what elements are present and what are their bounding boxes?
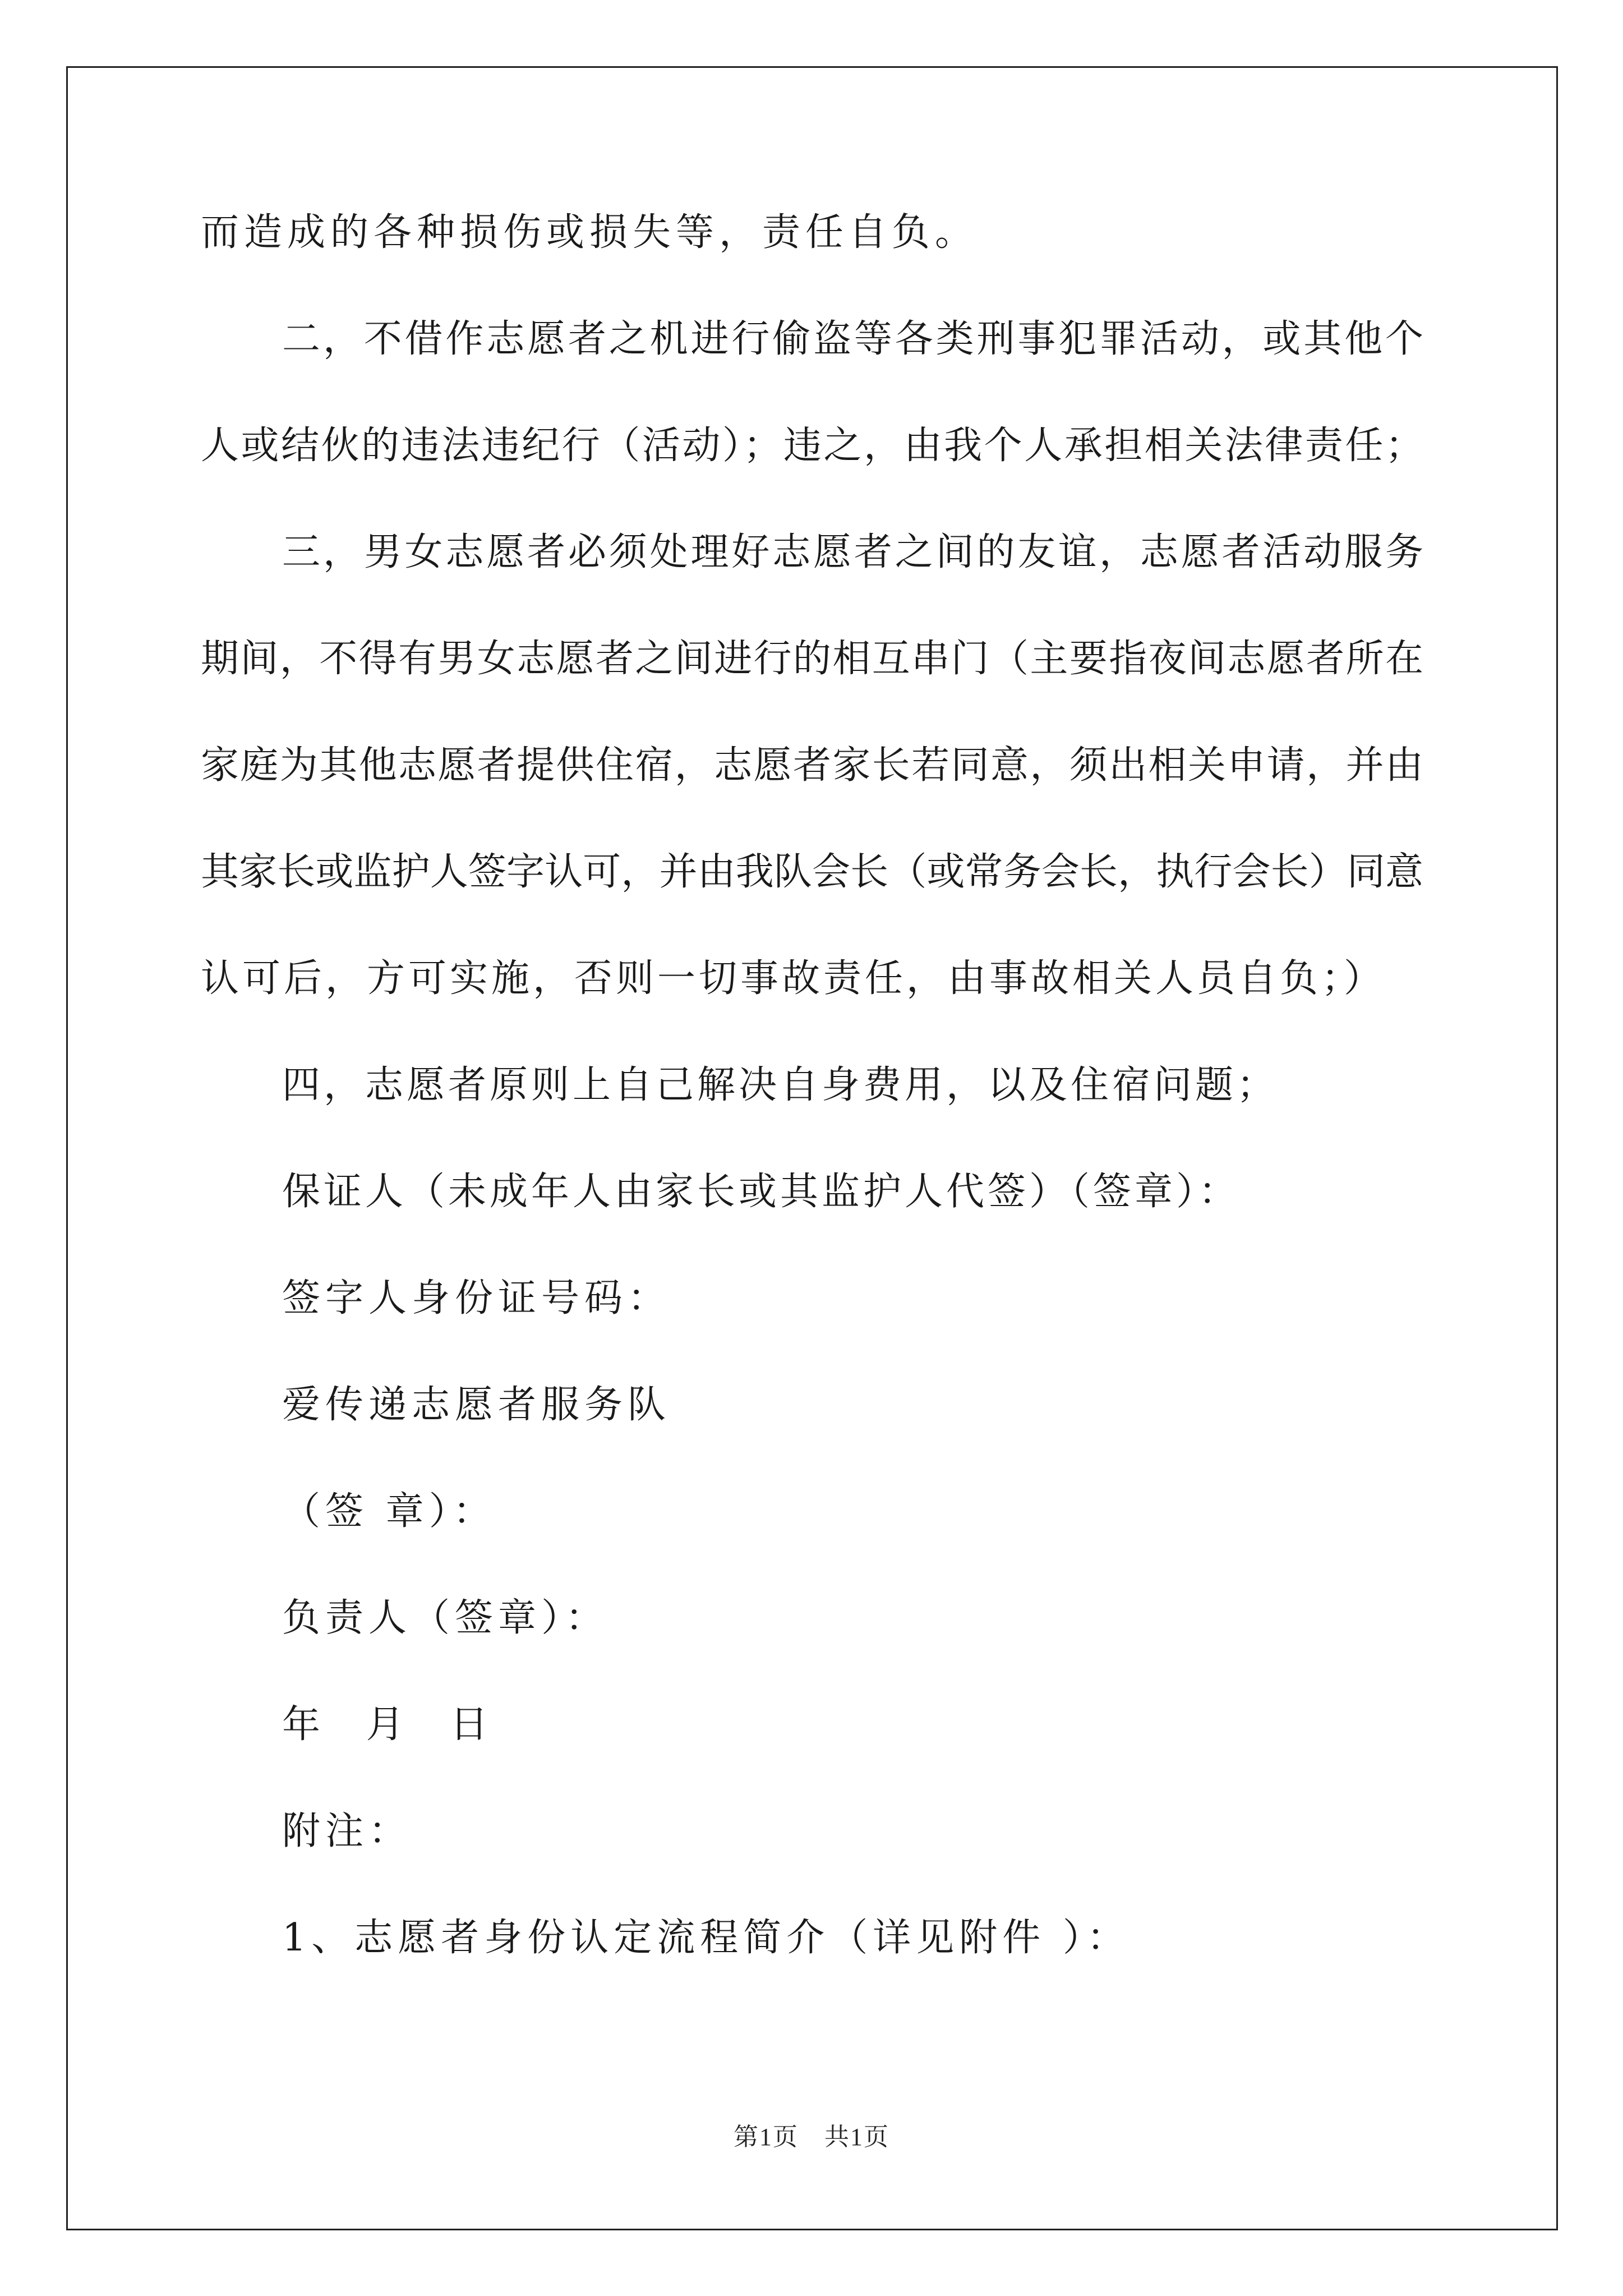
text-line: 三，男女志愿者必须处理好志愿者之间的友谊，志愿者活动服务 (282, 530, 1423, 574)
text-line: 期间，不得有男女志愿者之间进行的相互串门（主要指夜间志愿者所在 (201, 637, 1423, 681)
note-heading: 附注： (282, 1809, 412, 1853)
signature-line-guarantor: 保证人（未成年人由家长或其监护人代签）（签章）： (282, 1170, 1241, 1214)
organization-name: 爱传递志愿者服务队 (282, 1383, 671, 1427)
text-line: 四，志愿者原则上自己解决自身费用，以及住宿问题； (282, 1063, 1279, 1107)
page-footer: 第1页 共1页 (734, 2123, 889, 2151)
text-line: 人或结伙的违法违纪行（活动）；违之，由我个人承担相关法律责任； (201, 424, 1423, 468)
page-border (66, 66, 1558, 2230)
text-line: 二，不借作志愿者之机进行偷盗等各类刑事犯罪活动，或其他个 (282, 317, 1423, 361)
text-line: 家庭为其他志愿者提供住宿，志愿者家长若同意，须出相关申请，并由 (201, 743, 1423, 788)
date-line: 年 月 日 (282, 1703, 505, 1747)
text-line: 其家长或监护人签字认可，并由我队会长（或常务会长，执行会长）同意 (201, 850, 1423, 894)
id-number-line: 签字人身份证号码： (282, 1276, 671, 1320)
text-line: 而造成的各种损伤或损失等，责任自负。 (201, 210, 979, 255)
note-item: 1、志愿者身份认定流程简介（详见附件 ）： (282, 1916, 1130, 1960)
text-line: 认可后，方可实施，否则一切事故责任，由事故相关人员自负；） (201, 956, 1386, 1001)
stamp-line: （签 章）： (282, 1489, 496, 1534)
responsible-person-line: 负责人（签章）： (282, 1596, 609, 1640)
